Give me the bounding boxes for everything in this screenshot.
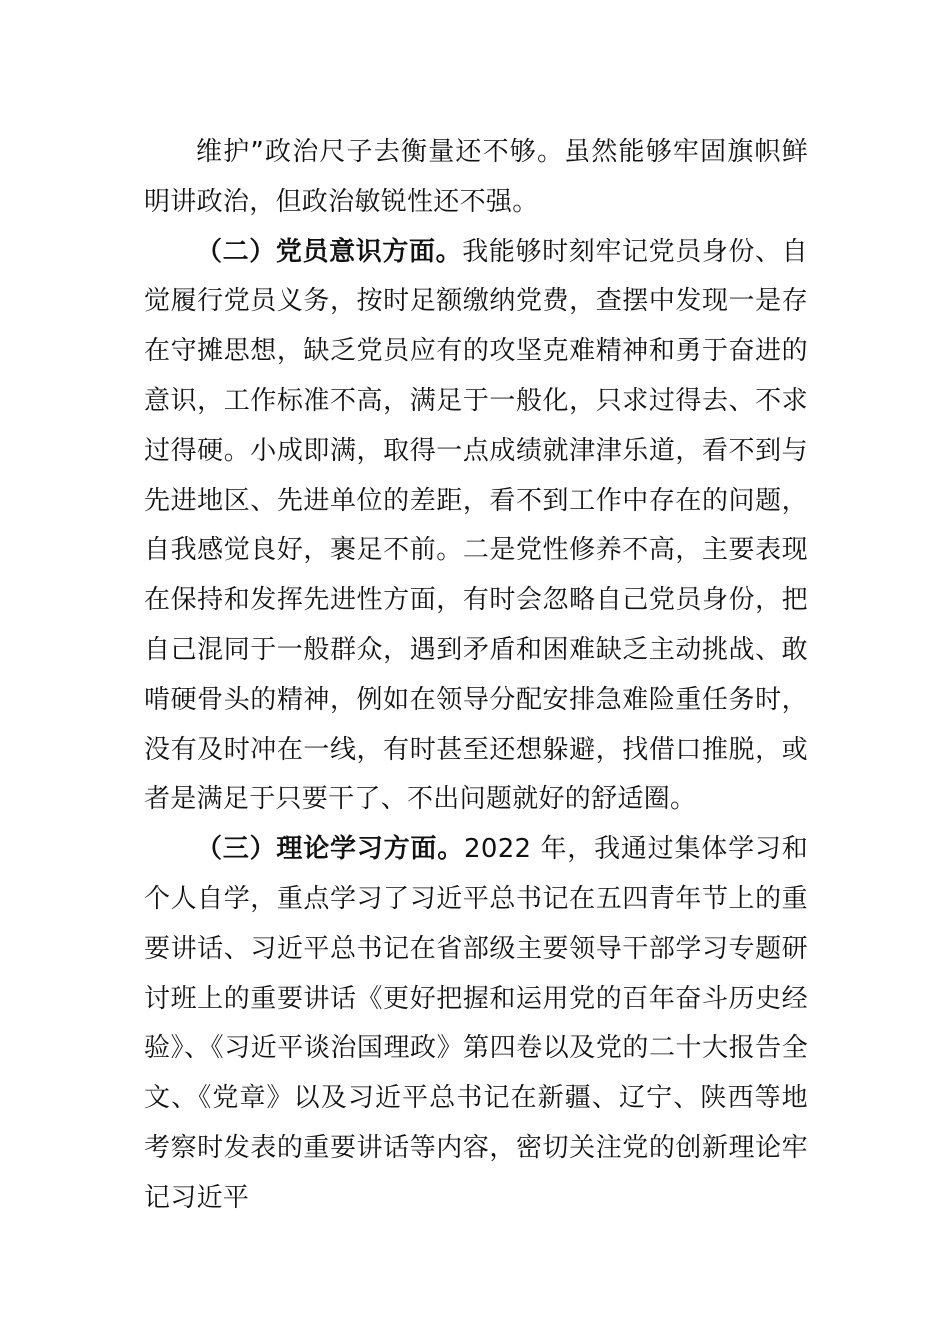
document-body	[144, 128, 808, 1224]
paragraph-party-awareness	[144, 228, 808, 826]
paragraph-3-heading: （三）理论学习方面。	[196, 834, 465, 865]
paragraph-political-continuation	[144, 128, 808, 228]
paragraph-1-text: 维护”政治尺子去衡量还不够。虽然能够牢固旗帜鲜明讲政治，但政治敏锐性还不强。	[144, 137, 808, 217]
paragraph-theory-study	[144, 825, 808, 1223]
paragraph-2-heading: （二）党员意识方面。	[196, 236, 463, 267]
paragraph-2-text: 我能够时刻牢记党员身份、自觉履行党员义务，按时足额缴纳党费，查摆中发现一是存在守摊思想，缺乏党员应有的攻坚克难精神和勇于奋进的意识，工作标准不高，满足于一般化，只求过得去、不求过得硬。小成即满，取得一点成绩就津津乐道，看不到与先进地区、先进单位的差距，看不到工作中存在的问题，自我感觉良好，裹足不前。二是党性修养不高，主要表现在保持和发挥先进性方面，有时会忽略自己党员身份，把自己混同于一般群众，遇到矛盾和困难缺乏主动挑战、敢啃硬骨头的精神，例如在领导分配安排急难险重任务时，没有及时冲在一线，有时甚至还想躲避，找借口推脱，或者是满足于只要干了、不出问题就好的舒适圈。	[144, 236, 808, 815]
paragraph-3-text: 2022 年，我通过集体学习和个人自学，重点学习了习近平总书记在五四青年节上的重要讲话、习近平总书记在省部级主要领导干部学习专题研讨班上的重要讲话《更好把握和运用党的百年奋斗历史经验》、《习近平谈治国理政》第四卷以及党的二十大报告全文、《党章》以及习近平总书记在新疆、辽宁、陕西等地考察时发表的重要讲话等内容，密切关注党的创新理论牢记习近平	[144, 834, 808, 1213]
